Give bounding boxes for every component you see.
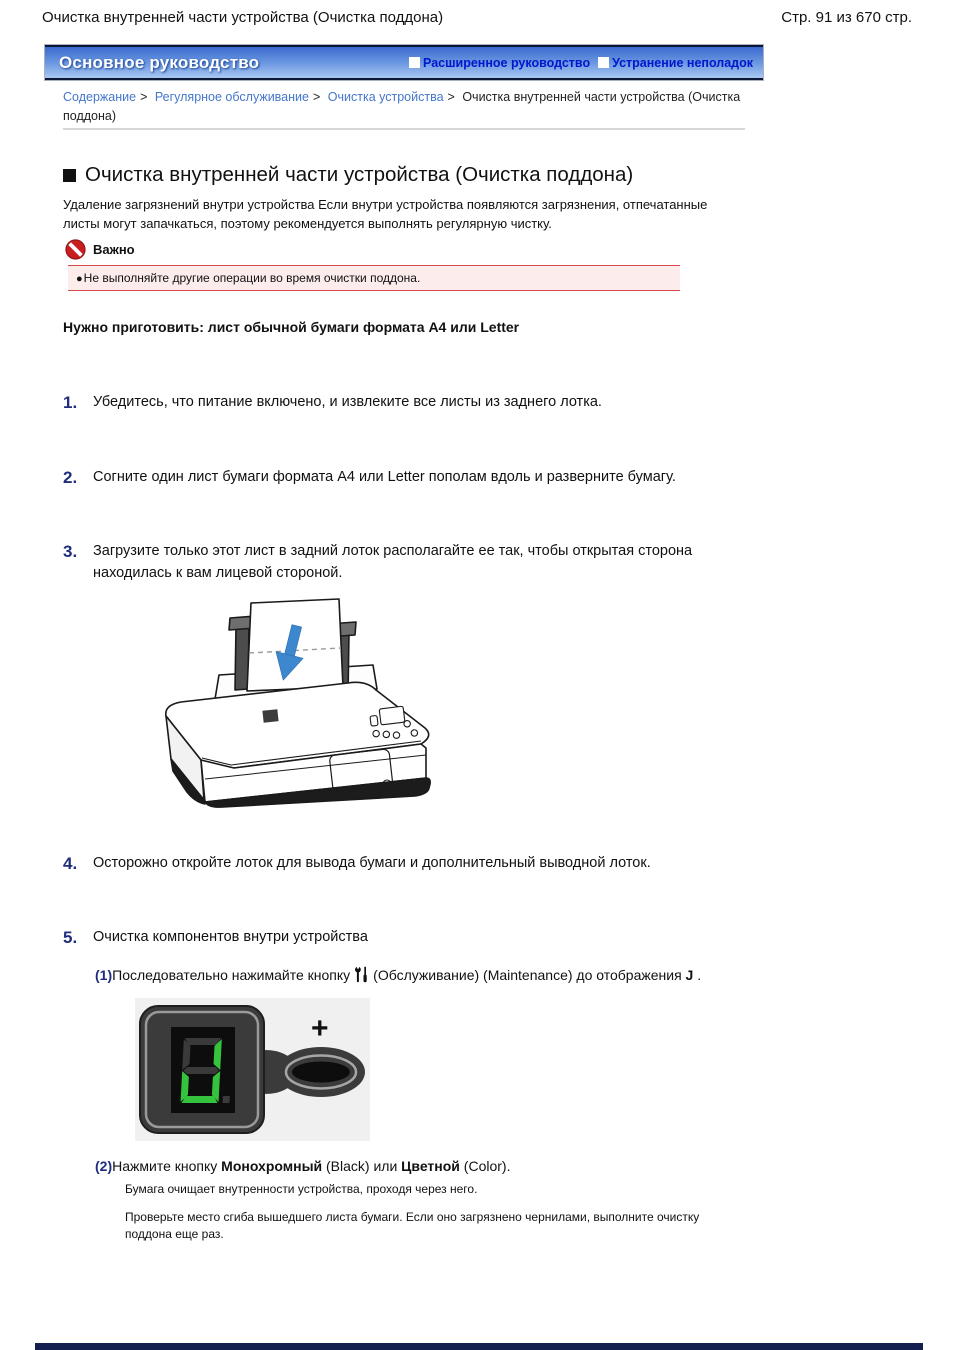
breadcrumb-separator: >: [447, 90, 455, 104]
intro-paragraph: Удаление загрязнений внутри устройства Если внутри устройства появляются загрязнения, отпечатанные листы могут запачкаться, поэтому рекомендуется выполнять регулярную чистку.: [63, 197, 708, 231]
guide-navbar: [44, 44, 764, 81]
substep-number: (2): [95, 1158, 113, 1174]
step-text: Убедитесь, что питание включено, и извлеките все листы из заднего лотка.: [93, 394, 602, 410]
substep-1: [95, 965, 725, 986]
result-check-note: Проверьте место сгиба вышедшего листа бумаги. Если оно загрязнено чернилами, выполните очистку поддона еще раз.: [125, 1210, 700, 1241]
tab-square-icon: [409, 57, 420, 68]
breadcrumb-current: Очистка внутренней части устройства (Очистка поддона): [63, 90, 741, 123]
guide-navbar-inner: [45, 45, 763, 80]
breadcrumb: [63, 88, 753, 126]
breadcrumb-link-contents[interactable]: Содержание: [63, 90, 137, 104]
breadcrumb-divider: [63, 128, 745, 130]
substep-text: Последовательно нажимайте кнопку (Обслуживание) (Maintenance) до отображения J .: [112, 967, 702, 983]
step-number: 2.: [63, 467, 78, 487]
breadcrumb-link-cleaning[interactable]: Очистка устройства: [327, 90, 444, 104]
navbar-links: [409, 56, 753, 70]
tab-troubleshooting[interactable]: Устранение неполадок: [598, 56, 753, 70]
tab-square-icon: [598, 57, 609, 68]
article-title-row: [63, 163, 954, 187]
substep-2: [95, 1156, 725, 1177]
led-display-illustration: [135, 998, 370, 1141]
printer-loading-paper-image: [135, 595, 440, 810]
step-text: Осторожно откройте лоток для вывода бумаги и дополнительный выводной лоток.: [93, 855, 651, 871]
page-title: Очистка внутренней части устройства (Очистка поддона): [85, 163, 634, 186]
substep-number: (1): [95, 967, 113, 983]
breadcrumb-separator: >: [140, 90, 148, 104]
step-text: Загрузите только этот лист в задний лоток располагайте ее так, чтобы открытая сторона находилась к вам лицевой стороной.: [93, 543, 693, 581]
step-number: 5.: [63, 927, 78, 947]
page-indicator: Стр. 91 из 670 стр.: [781, 9, 912, 26]
page-header: [42, 9, 912, 26]
step-5: [63, 927, 735, 949]
bullet-icon: ●: [76, 273, 83, 285]
step-text: Очистка компонентов внутри устройства: [93, 928, 368, 945]
step-3: [63, 541, 735, 584]
step-number: 1.: [63, 393, 78, 412]
maintenance-wrench-icon: [354, 966, 369, 983]
step-2: [63, 467, 735, 489]
plus-button-label: +: [311, 1012, 329, 1045]
prohibition-icon: [65, 239, 86, 260]
color-button-label: Цветной: [401, 1158, 460, 1174]
step-number: 3.: [63, 542, 78, 561]
heading-square-icon: [63, 169, 76, 182]
substep-2-note: Бумага очищает внутренности устройства, проходя через него.: [125, 1182, 478, 1196]
tab-advanced-guide[interactable]: Расширенное руководство: [409, 56, 590, 70]
substep-text: Нажмите кнопку Монохромный (Black) или Цветной (Color).: [112, 1158, 511, 1174]
important-text: Не выполняйте другие операции во время очистки поддона.: [83, 271, 421, 285]
important-header: [65, 239, 954, 260]
prepare-line: Нужно приготовить: лист обычной бумаги формата A4 или Letter: [63, 319, 520, 335]
step-number: 4.: [63, 854, 78, 873]
tab-basic-guide[interactable]: Основное руководство: [59, 52, 260, 72]
black-button-label: Монохромный: [221, 1158, 323, 1174]
display-code: J: [685, 967, 694, 983]
breadcrumb-separator: >: [312, 90, 321, 104]
led-and-plus-button-image: [135, 998, 370, 1141]
important-label: Важно: [93, 242, 135, 257]
footer-bar: [35, 1343, 923, 1350]
step-4: [63, 853, 735, 875]
step-text: Согните один лист бумаги формата A4 или Letter пополам вдоль и разверните бумагу.: [93, 468, 676, 485]
window-title: Очистка внутренней части устройства (Очистка поддона): [42, 9, 444, 26]
printer-illustration: [135, 595, 440, 810]
breadcrumb-link-routine-maintenance[interactable]: Регулярное обслуживание: [154, 90, 309, 104]
important-box: [68, 265, 680, 291]
step-1: [63, 392, 735, 414]
